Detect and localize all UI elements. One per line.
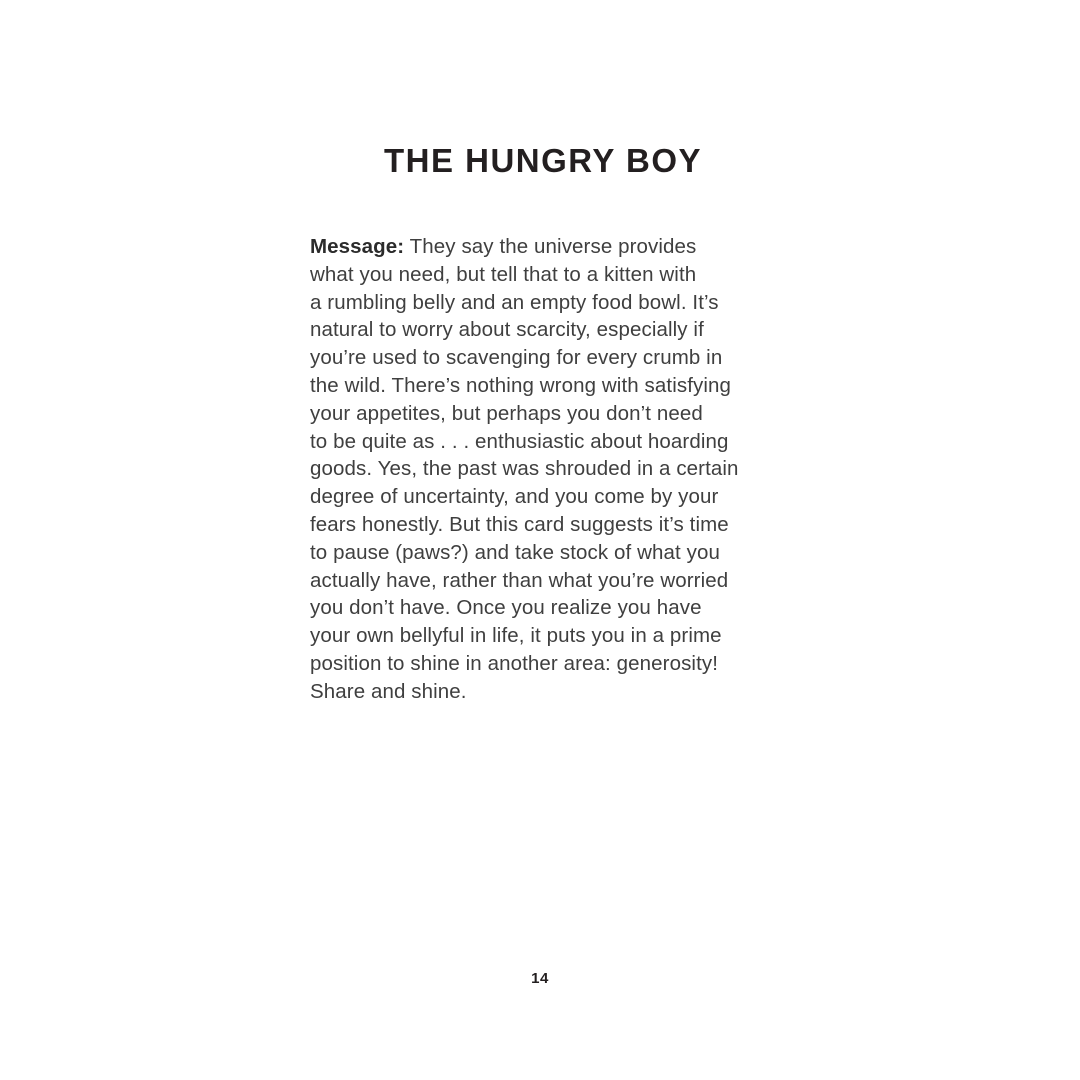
message-label: Message: — [310, 235, 405, 258]
body-line: fears honestly. But this card suggests it’s time — [310, 512, 729, 536]
body-line-first — [310, 233, 810, 261]
body-lines — [310, 261, 810, 706]
body-line: your own bellyful in life, it puts you in a prime — [310, 624, 722, 648]
page-title: THE HUNGRY BOY — [383, 142, 703, 179]
page-number: 14 — [531, 970, 549, 987]
body-line: what you need, but tell that to a kitten with — [310, 262, 697, 286]
body-line: degree of uncertainty, and you come by your — [310, 485, 719, 509]
body-line: you’re used to scavenging for every crumb in — [310, 346, 723, 370]
body-line: actually have, rather than what you’re worried — [310, 568, 729, 592]
body-line: you don’t have. Once you realize you have — [310, 596, 702, 620]
body-line: a rumbling belly and an empty food bowl. It’s — [310, 290, 719, 314]
body-line: goods. Yes, the past was shrouded in a certain — [310, 457, 739, 481]
body-text — [310, 233, 810, 706]
body-line: to pause (paws?) and take stock of what you — [310, 540, 720, 564]
body-line: position to shine in another area: generosity! — [310, 651, 719, 675]
body-line: the wild. There’s nothing wrong with satisfying — [310, 373, 731, 397]
body-line: Share and shine. — [310, 679, 467, 703]
body-line: to be quite as . . . enthusiastic about hoarding — [310, 429, 729, 453]
message-first-line-text: They say the universe provides — [409, 235, 697, 258]
body-line: your appetites, but perhaps you don’t need — [310, 401, 703, 425]
body-line: natural to worry about scarcity, especially if — [310, 318, 704, 342]
